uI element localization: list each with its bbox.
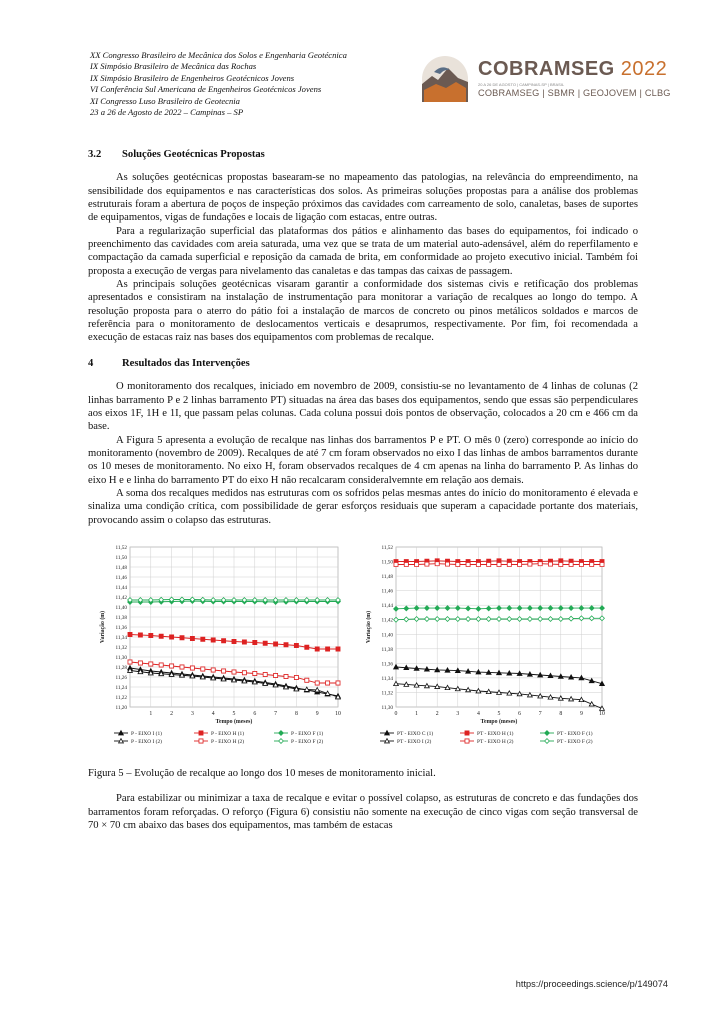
legend-label: P - EIXO H (1) [211, 730, 245, 737]
data-point [263, 672, 267, 676]
x-tick-label: 4 [211, 710, 215, 717]
paragraph: As soluções geotécnicas propostas basearam-se no mapeamento das patologias, na relevância do empreendimento, na sensibilidade dos equipamentos e nas características dos solos. As primeiras soluções propostas para a análise dos problemas estruturais foram a abertura de poços de inspeção próximos das cavidades com carreamento de solo, canaletas, bases de suportes de equipamentos, vigas de fundações e locais de ligação com estacas, entre outras. [88, 172, 638, 224]
paragraph: Para a regularização superficial das plataformas dos pátios e alinhamento das bases do equipamentos, foi indicado o preenchimento das cavidades com areia saturada, uma vez que se trata de um material auto-adensável, além do reperfilamento e compactação da camada superficial e reposição da camada de brita, em conformidade ao projeto executivo inicial. Também foi proposta a execução de vergas para nivelamento das canaletas e das tampas das caixas de passagem. [88, 225, 638, 277]
y-tick-label: 11,44 [381, 603, 393, 610]
y-tick-label: 11,52 [381, 544, 393, 551]
footer-url[interactable]: https://proceedings.science/p/149074 [515, 979, 668, 989]
data-point [128, 660, 132, 664]
x-tick-label: 10 [599, 710, 605, 717]
y-tick-label: 11,28 [115, 664, 127, 671]
y-tick-label: 11,36 [381, 661, 393, 668]
data-point [253, 640, 257, 644]
legend-marker [199, 739, 203, 743]
legend-marker [465, 731, 469, 735]
legend-label: PT - EIXO F (2) [557, 738, 593, 745]
x-tick-label: 8 [294, 710, 298, 717]
logo-tagline: 20 A 26 DE AGOSTO | CAMPINAS-SP | BRASIL [478, 82, 565, 87]
paragraph: Para estabilizar ou minimizar a taxa de recalque e evitar o possível colapso, as estruturas de concreto e das fundações dos barramentos foram reforçadas. O reforço (Figura 6) consistiu não somente na execução de cinco vigas com seção transversal de 70 × 70 cm abaixo das bases dos equipamentos, mas também de estacas [88, 793, 638, 831]
y-tick-label: 11,50 [381, 559, 393, 566]
data-point [284, 643, 288, 647]
legend-label: P - EIXO F (1) [291, 730, 324, 737]
logo-year: 2022 [620, 58, 668, 80]
series-3 [394, 562, 604, 567]
data-point [149, 662, 153, 666]
x-tick-label: 7 [538, 710, 542, 717]
data-point [138, 633, 142, 637]
legend [380, 730, 593, 745]
chart-right [366, 537, 638, 767]
data-point [600, 562, 604, 566]
paragraph: A Figura 5 apresenta a evolução de recalque nas linhas dos barramentos P e PT. O mês 0 (zero) corresponde ao início do monitoramento (novembro de 2009). Recalques de até 7 cm foram observados no eixo I das linhas de ambos barramentos durante os 10 meses de monitoramento. No eixo H, foram observados recalques de 4 cm apenas na linha do barramento P. As linhas do eixo H e e linha do barramento PT do eixo H não recalcaram consideralvemnte em relação aos demais. [88, 434, 638, 486]
y-axis-label: Variação (m) [100, 610, 106, 644]
data-point [326, 681, 330, 685]
y-tick-label: 11,48 [381, 574, 393, 581]
section-number: 3.2 [88, 149, 102, 160]
x-axis-label: Tempo (meses) [215, 718, 253, 725]
data-point [211, 668, 215, 672]
data-point [222, 639, 226, 643]
legend-marker [199, 731, 203, 735]
data-point [128, 632, 132, 636]
data-point [138, 661, 142, 665]
cobramseg-logo [420, 54, 670, 106]
y-axis-label: Variação (m) [366, 610, 372, 644]
x-tick-label: 2 [435, 710, 439, 717]
data-point [211, 638, 215, 642]
y-tick-label: 11,44 [115, 584, 127, 591]
x-axis-label: Tempo (meses) [480, 718, 518, 725]
data-point [590, 562, 594, 566]
y-tick-label: 11,42 [381, 617, 393, 624]
y-tick-label: 11,46 [115, 574, 127, 581]
y-tick-label: 11,38 [381, 646, 393, 653]
x-tick-label: 9 [315, 710, 319, 717]
x-tick-label: 0 [394, 710, 398, 717]
y-tick-label: 11,32 [115, 644, 127, 651]
data-point [415, 562, 419, 566]
x-tick-label: 10 [335, 710, 341, 717]
data-point [466, 562, 470, 566]
x-tick-label: 1 [415, 710, 419, 717]
y-tick-label: 11,40 [381, 632, 393, 639]
data-point [242, 640, 246, 644]
x-tick-label: 6 [518, 710, 522, 717]
legend-label: P - EIXO F (2) [291, 738, 324, 745]
section-heading [88, 148, 638, 161]
data-point [201, 637, 205, 641]
section-title: Resultados das Intervenções [122, 357, 250, 369]
data-point [487, 562, 491, 566]
y-tick-label: 11,34 [115, 634, 127, 641]
data-point [159, 634, 163, 638]
data-point [425, 562, 429, 566]
legend-marker [279, 739, 284, 744]
y-tick-label: 11,26 [115, 674, 127, 681]
data-point [263, 641, 267, 645]
data-point [294, 643, 298, 647]
data-point [190, 636, 194, 640]
y-tick-label: 11,20 [115, 704, 127, 711]
paragraph: A soma dos recalques medidos nas estruturas com os sofridos pelas mesmas antes do início do monitoramento é elevada e sinaliza uma condição crítica, com possibilidade de gerar esforços residuais que superam a capacidade portante dos materiais, provocando assim o colapso das estruturas. [88, 487, 638, 526]
data-point [284, 674, 288, 678]
header-line: IX Simpósio Brasileiro de Engenheiros Geotécnicos Jovens [90, 72, 295, 83]
header-line: XX Congresso Brasileiro de Mecânica dos Solos e Engenharia Geotécnica [90, 50, 347, 60]
data-point [435, 562, 439, 566]
section-number: 4 [88, 357, 94, 369]
data-point [159, 663, 163, 667]
logo-organizations: COBRAMSEG | SBMR | GEOJOVEM | CLBG [478, 88, 671, 98]
data-point [170, 664, 174, 668]
data-point [294, 675, 298, 679]
logo-name: COBRAMSEG [478, 58, 615, 80]
legend-marker [279, 731, 284, 736]
data-point [548, 562, 552, 566]
data-point [180, 636, 184, 640]
legend-label: P - EIXO H (2) [211, 738, 245, 745]
data-point [579, 562, 583, 566]
data-point [180, 665, 184, 669]
data-point [170, 635, 174, 639]
data-point [242, 671, 246, 675]
data-point [315, 647, 319, 651]
x-tick-label: 1 [149, 710, 153, 717]
legend-marker [465, 739, 469, 743]
y-tick-label: 11,52 [115, 544, 127, 551]
data-point [201, 667, 205, 671]
data-point [497, 562, 501, 566]
legend-label: PT - EIXO F (1) [557, 730, 593, 737]
y-tick-label: 11,48 [115, 564, 127, 571]
y-tick-label: 11,46 [381, 588, 393, 595]
legend-label: P - EIXO I (1) [131, 730, 162, 737]
x-tick-label: 3 [456, 710, 460, 717]
figure-caption: Figura 5 – Evolução de recalque ao longo dos 10 meses de monitoramento inicial. [88, 767, 436, 779]
data-point [315, 681, 319, 685]
data-point [232, 670, 236, 674]
data-point [222, 669, 226, 673]
paper-body [88, 148, 638, 832]
data-point [518, 562, 522, 566]
y-tick-label: 11,50 [115, 554, 127, 561]
section-heading [88, 357, 638, 370]
legend-label: PT - EIXO H (1) [477, 730, 514, 737]
logo-emblem-icon [420, 54, 470, 104]
data-point [232, 639, 236, 643]
y-tick-label: 11,32 [381, 690, 393, 697]
y-tick-label: 11,24 [115, 684, 127, 691]
x-tick-label: 5 [497, 710, 501, 717]
legend-marker [545, 731, 550, 736]
x-tick-label: 7 [274, 710, 278, 717]
x-tick-label: 8 [559, 710, 563, 717]
data-point [253, 671, 257, 675]
section-title: Soluções Geotécnicas Propostas [122, 149, 265, 160]
y-tick-label: 11,22 [115, 694, 127, 701]
data-point [507, 562, 511, 566]
data-point [305, 678, 309, 682]
data-point [538, 562, 542, 566]
paragraph: As principais soluções geotécnicas visaram garantir a conformidade dos sistemas civis e retificação dos problemas apresentados e consistiram na instalação de instrumentação para monitorar a variação de recalques ao longo do tempo. A resolução proposta para o aterro do pátio foi a instalação de marcos de concreto ou pinos metálicos soldados e marcos de referência para o monitoramento de deslocamentos verticais e desaprumos, respectivamente. Por fim, foi recomendada a execução de estacas raiz nas bases dos equipamentos com problemas de recalque. [88, 279, 638, 344]
data-point [528, 562, 532, 566]
data-point [305, 645, 309, 649]
conference-header [90, 50, 430, 118]
data-point [336, 681, 340, 685]
data-point [326, 647, 330, 651]
legend-label: P - EIXO I (2) [131, 738, 162, 745]
x-tick-label: 3 [190, 710, 194, 717]
legend [114, 730, 323, 745]
y-tick-label: 11,34 [381, 675, 393, 682]
y-tick-label: 11,30 [115, 654, 127, 661]
y-tick-label: 11,42 [115, 594, 127, 601]
x-tick-label: 6 [253, 710, 257, 717]
x-tick-label: 5 [232, 710, 236, 717]
y-tick-label: 11,36 [115, 624, 127, 631]
data-point [149, 633, 153, 637]
data-point [336, 647, 340, 651]
figure-5 [88, 537, 638, 767]
x-tick-label: 4 [476, 710, 480, 717]
header-line: IX Simpósio Brasileiro de Mecânica das Rochas [90, 61, 257, 72]
legend-label: PT - EIXO C (1) [397, 730, 434, 737]
data-point [190, 666, 194, 670]
chart-left [88, 537, 360, 767]
data-point [559, 562, 563, 566]
header-line: XI Congresso Luso Brasileiro de Geotecnia [90, 95, 240, 106]
x-tick-label: 2 [170, 710, 174, 717]
y-tick-label: 11,38 [115, 614, 127, 621]
legend-label: PT - EIXO H (2) [477, 738, 514, 745]
header-line: 23 a 26 de Agosto de 2022 – Campinas – SP [90, 107, 244, 118]
y-tick-label: 11,30 [381, 704, 393, 711]
data-point [274, 673, 278, 677]
data-point [404, 562, 408, 566]
data-point [274, 642, 278, 646]
paragraph: O monitoramento dos recalques, iniciado em novembro de 2009, consistiu-se no levantamento de 4 linhas de colunas (2 linhas barramento P e 2 linhas barramento PT) situadas na área das bases dos equipamentos, sendo que essas são perpendiculares aos eixos 1F, 1H e 1I, que passam pelas colunas. Cada coluna possui dois pontos de observação, colocados a 20 cm e 466 cm da base. [88, 381, 638, 433]
legend-label: PT - EIXO I (2) [397, 738, 432, 745]
header-line: VI Conferência Sul Americana de Engenheiros Geotécnicos Jovens [90, 84, 322, 95]
legend-marker [545, 739, 550, 744]
y-tick-label: 11,40 [115, 604, 127, 611]
data-point [394, 562, 398, 566]
data-point [476, 562, 480, 566]
data-point [456, 562, 460, 566]
data-point [569, 562, 573, 566]
data-point [445, 562, 449, 566]
x-tick-label: 9 [579, 710, 583, 717]
